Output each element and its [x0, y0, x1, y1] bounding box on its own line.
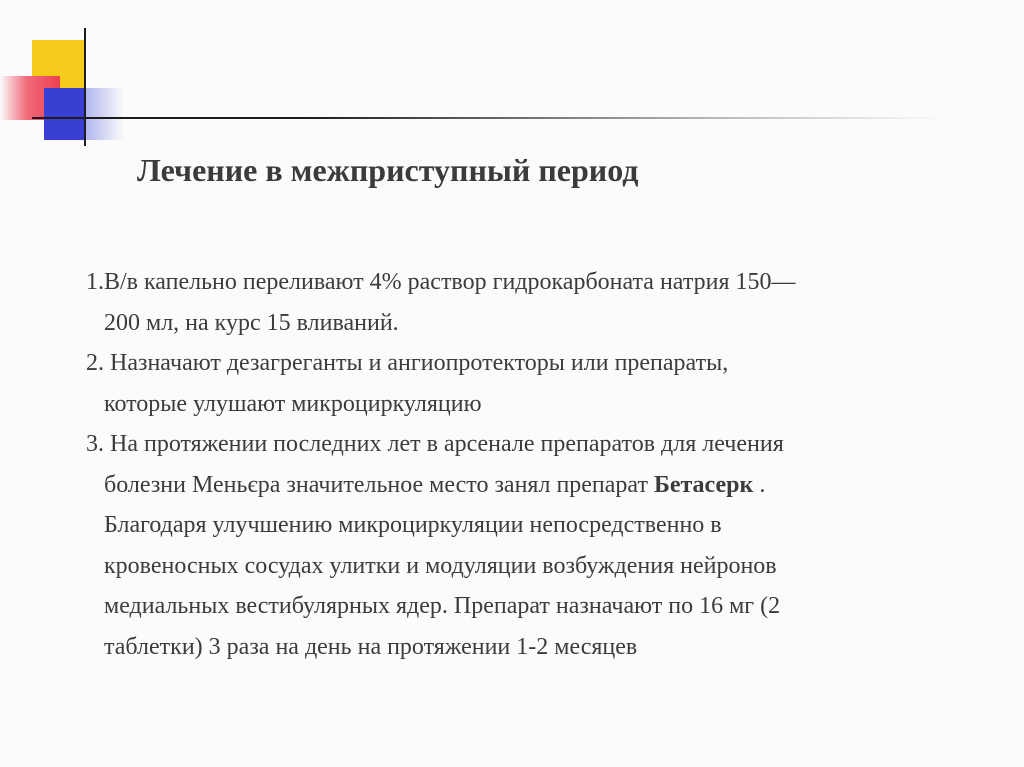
list-item-3: [86, 424, 966, 667]
line-2-text: болезни Меньєра значительное место занял препарат: [104, 471, 654, 498]
list-item-2-line-2: которые улушают микроциркуляцию: [104, 390, 482, 417]
line-2-end: .: [753, 471, 766, 498]
list-item-3-line-4: кровеносных сосудах улитки и модуляции возбуждения нейронов: [104, 552, 777, 579]
list-item-1-line-1: 1.В/в капельно переливают 4% раствор гидрокарбоната натрия 150—: [86, 269, 796, 295]
blue-square: [44, 88, 84, 140]
drug-name: Бетасерк: [653, 471, 754, 498]
list-item-1-line-2: 200 мл, на курс 15 вливаний.: [104, 309, 399, 336]
decorative-logo: [0, 0, 140, 150]
list-item-3-line-6: таблетки) 3 раза на день на протяжении 1-2 месяцев: [104, 633, 638, 660]
list-item-2-line-1: 2. Назначают дезагреганты и ангиопротекторы или препараты,: [86, 350, 729, 376]
vertical-rule: [84, 28, 86, 146]
list-item-2: [86, 343, 966, 424]
blue-square-shadow: [84, 88, 124, 140]
list-item-3-line-5: медиальных вестибулярных ядер. Препарат назначают по 16 мг (2: [104, 593, 781, 619]
horizontal-rule: [32, 117, 944, 119]
list-item-3-line-2: [86, 465, 966, 506]
list-item-3-line-3: Благодаря улучшению микроциркуляции непосредственно в: [104, 512, 722, 538]
list-item-3-line-1: 3. На протяжении последних лет в арсенале препаратов для лечения: [86, 431, 784, 457]
treatment-list: [86, 262, 966, 667]
list-item-1: [86, 262, 966, 343]
slide-title: Лечение в межприступный период: [137, 152, 639, 188]
